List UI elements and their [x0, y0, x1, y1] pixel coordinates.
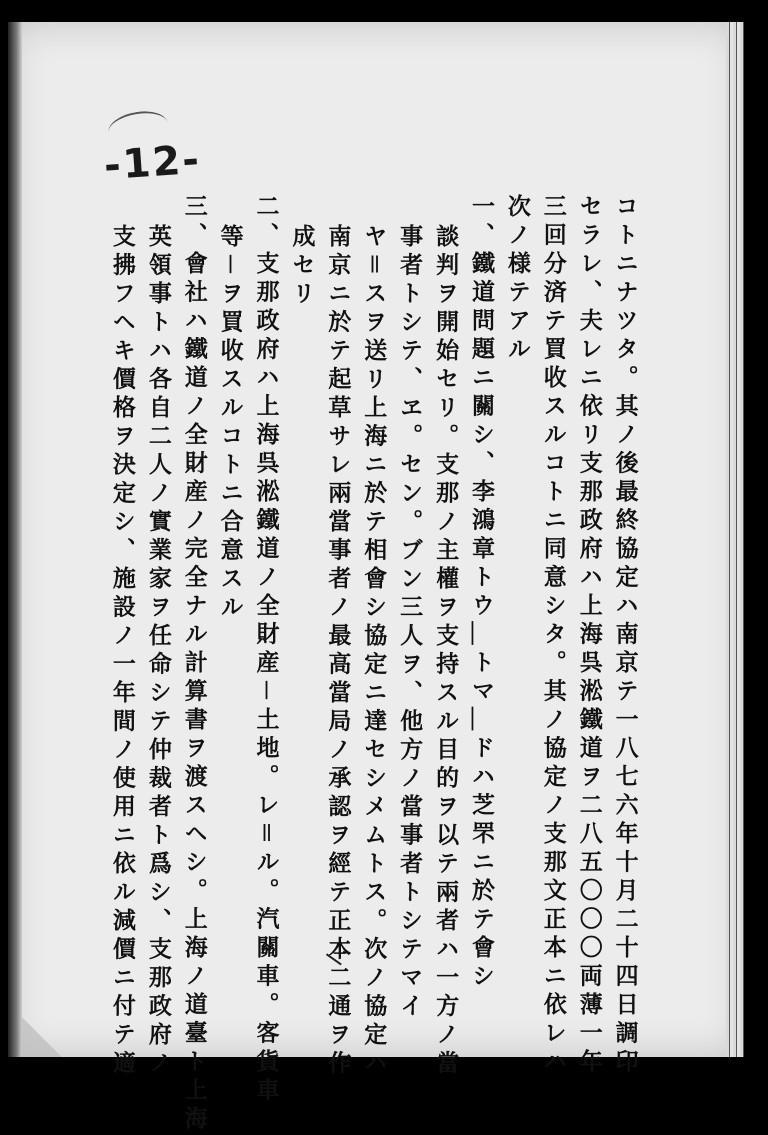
page-edge: [726, 22, 744, 1057]
binding-spine: [8, 22, 22, 1057]
text-column: 南京ニ於テ起草サレ兩當事者ノ最高當局ノ承認ヲ經テ正本二通ヲ作: [324, 224, 352, 1079]
text-column: ヤ＝スヲ送リ上海ニ於テ相會シ協定ニ達セシメムトス。次ノ協定ハ: [360, 224, 388, 1079]
text-column: コトニナツタ。其ノ後最終協定ハ南京テ一八七六年十月二十四日調印: [611, 194, 639, 1078]
text-column: 次ノ様テアル: [503, 194, 531, 365]
text-column: 事者トシテ、ヱ。セン。ブン三人ヲ、他方ノ當事者トシテマイ: [396, 224, 424, 1022]
page-corner-fold: [22, 1017, 82, 1057]
vertical-text-block: [104, 194, 643, 1135]
text-column: セラレ、夫レニ依リ支那政府ハ上海呉淞鐵道ヲ二八五〇〇〇両薄一年: [575, 194, 603, 1078]
text-column: 支拂フヘキ價格ヲ決定シ、施設ノ一年間ノ使用ニ依ル減價ニ付テ適: [108, 224, 136, 1079]
text-column: 一、鐵道問題ニ關シ、李鴻章トウ＿トマ＿ドハ芝罘ニ於テ會シ: [467, 194, 495, 992]
text-column: 英領事トハ各自二人ノ實業家ヲ任命シテ仲裁者ト爲シ、支那政府ノ: [144, 224, 172, 1079]
document-page: [8, 22, 744, 1135]
text-column: 三、會社ハ鐵道ノ全財産ノ完全ナル計算書ヲ渡スヘシ。上海ノ道臺ト上海: [180, 194, 208, 1135]
text-column: 二、支那政府ハ上海呉淞鐵道ノ全財産－土地。レ＝ル。汽關車。客貨車: [252, 194, 280, 1106]
text-column: 等－ヲ買收スルコトニ合意スル: [216, 224, 244, 623]
page-number: -12-: [102, 136, 203, 190]
text-column: 談判ヲ開始セリ。支那ノ主權ヲ支持スル目的ヲ以テ兩者ハ一方ノ當: [432, 224, 460, 1079]
text-column: 成セリ: [288, 224, 316, 310]
text-column: 三回分済テ買收スルコトニ同意シタ。其ノ協定ノ支那文正本ニ依レハ: [539, 194, 567, 1078]
